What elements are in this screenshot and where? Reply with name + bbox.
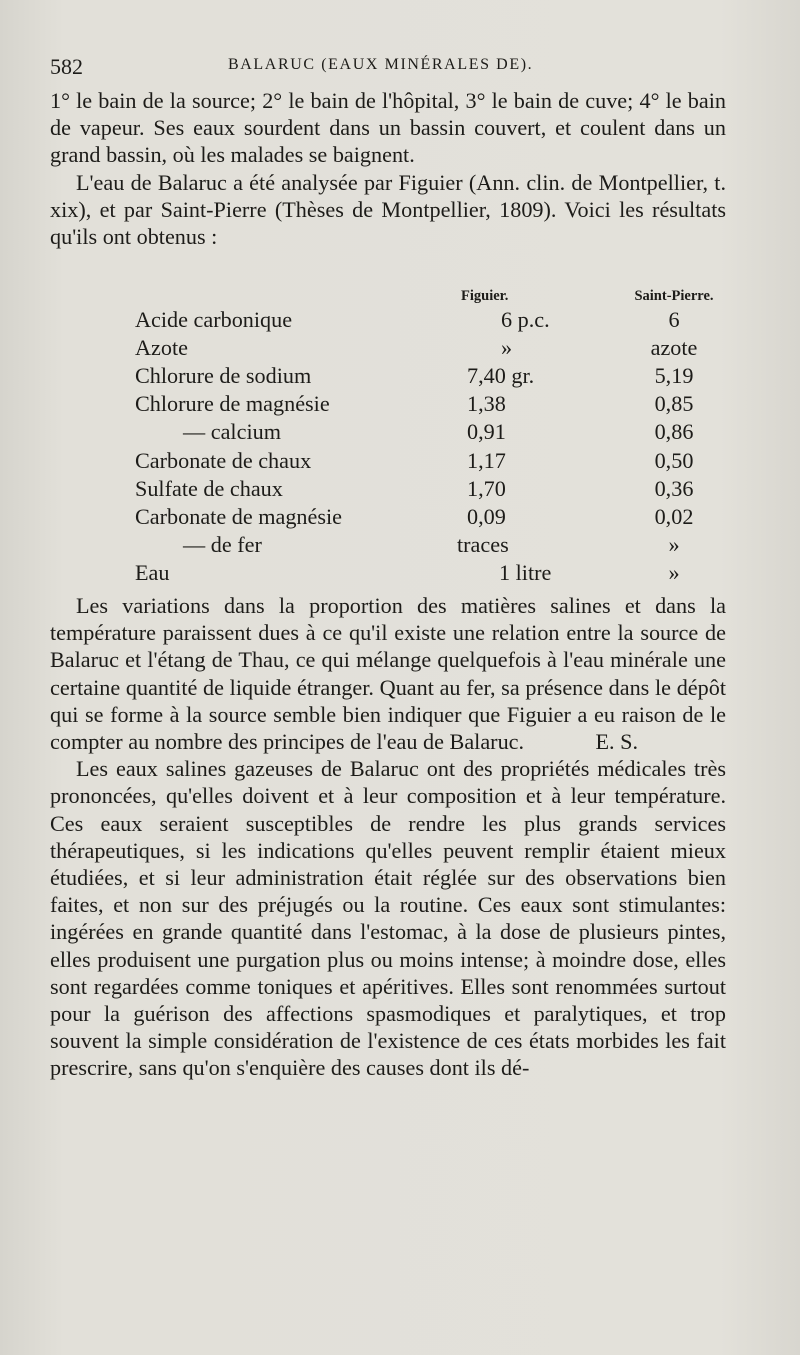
paragraph-analysis-intro: L'eau de Balaruc a été analysée par Figuier (Ann. clin. de Montpellier, t. xix), et par Saint-Pierre (Thèses de Montpellier, 1809). Voici les résultats qu'ils ont obtenus : — [50, 169, 726, 250]
paragraph-baths: 1° le bain de la source; 2° le bain de l'hôpital, 3° le bain de cuve; 4° le bain de vapeur. Ses eaux sourdent dans un bassin couvert, et coulent dans un grand bassin, où les malades se baignent. — [50, 88, 726, 168]
substance-name: — calcium — [183, 419, 281, 445]
figuier-value: 1,70 — [467, 475, 506, 501]
saint-pierre-value: azote — [650, 335, 698, 361]
table-row — [135, 417, 729, 445]
saint-pierre-value: » — [668, 559, 680, 585]
substance-name: Chlorure de sodium — [135, 363, 312, 389]
column-header-substance — [135, 285, 455, 305]
saint-pierre-value: 0,02 — [654, 503, 694, 529]
intro-text — [50, 87, 726, 250]
table-row — [135, 305, 729, 333]
paragraph-variations-text: Les variations dans la proportion des matières salines et dans la température paraissent dues à ce qu'il existe une relation entre la source de Balaruc et l'étang de Thau, ce qui mélange quelquefois à l'eau minérale une certaine quantité de liquide étranger. Quant au fer, sa présence dans le dépôt qui se forme à la source semble bien indiquer que Figuier a eu raison de le compter au nombre des principes de l'eau de Balaruc. — [50, 593, 726, 755]
substance-name: Eau — [135, 559, 170, 585]
figuier-value: 1,38 — [467, 391, 506, 417]
substance-name: Carbonate de chaux — [135, 447, 312, 473]
column-header-figuier: Figuier. — [461, 288, 509, 304]
figuier-value: 0,09 — [467, 503, 506, 529]
figuier-value: 7,40 gr. — [467, 363, 535, 389]
figuier-value: 0,91 — [467, 419, 506, 445]
column-header-saint-pierre: Saint-Pierre. — [634, 288, 714, 304]
figuier-value: 1 litre — [499, 559, 552, 585]
table-header-row — [135, 285, 729, 305]
substance-name: Acide carbonique — [135, 307, 293, 333]
table-row — [135, 361, 729, 389]
substance-name: Chlorure de magnésie — [135, 391, 330, 417]
figuier-value: traces — [457, 531, 509, 557]
figuier-value: 1,17 — [467, 447, 506, 473]
table-row — [135, 389, 729, 417]
table-row — [135, 474, 729, 502]
table-row — [135, 333, 729, 361]
substance-name: Carbonate de magnésie — [135, 503, 343, 529]
paragraph-variations — [50, 592, 726, 755]
paragraph-properties: Les eaux salines gazeuses de Balaruc ont des propriétés médicales très prononcées, qu'elles doivent et à leur composition et à leur température. Ces eaux seraient susceptibles de rendre les plus grands services thérapeutiques, si les indications qu'elles peuvent remplir étaient mieux étudiées, et si leur administration était réglée sur des observations bien faites, et non sur des préjugés ou la routine. Ces eaux sont stimulantes: ingérées en grande quantité dans l'estomac, à la dose de plusieurs pintes, elles produisent une purgation plus ou moins intense; à moindre dose, elles sont regardées comme toniques et apéritives. Elles sont renommées surtout pour la guérison des affections spasmodiques et paralytiques, et trop souvent la simple considération de l'existence de ces états morbides les fait prescrire, sans qu'on s'enquière des causes dont ils dé- — [50, 756, 726, 1081]
author-signature: E. S. — [595, 729, 638, 755]
saint-pierre-value: 0,36 — [654, 475, 694, 501]
analysis-table — [135, 285, 729, 586]
saint-pierre-value: 0,86 — [654, 419, 694, 445]
figuier-value: 6 p.c. — [501, 307, 550, 333]
table-row — [135, 530, 729, 558]
table-row — [135, 445, 729, 473]
running-title: BALARUC (EAUX MINÉRALES DE). — [228, 56, 534, 73]
saint-pierre-value: 5,19 — [654, 363, 694, 389]
figuier-value: » — [501, 335, 513, 361]
saint-pierre-value: 0,85 — [654, 391, 694, 417]
substance-name: Azote — [135, 335, 188, 361]
saint-pierre-value: 6 — [668, 307, 680, 333]
saint-pierre-value: 0,50 — [654, 447, 694, 473]
saint-pierre-value: » — [668, 531, 680, 557]
substance-name: — de fer — [183, 531, 262, 557]
substance-name: Sulfate de chaux — [135, 475, 283, 501]
page-number: 582 — [50, 54, 83, 79]
table-row — [135, 502, 729, 530]
body-text — [50, 592, 726, 1082]
running-head — [50, 54, 730, 84]
table-row — [135, 558, 729, 586]
